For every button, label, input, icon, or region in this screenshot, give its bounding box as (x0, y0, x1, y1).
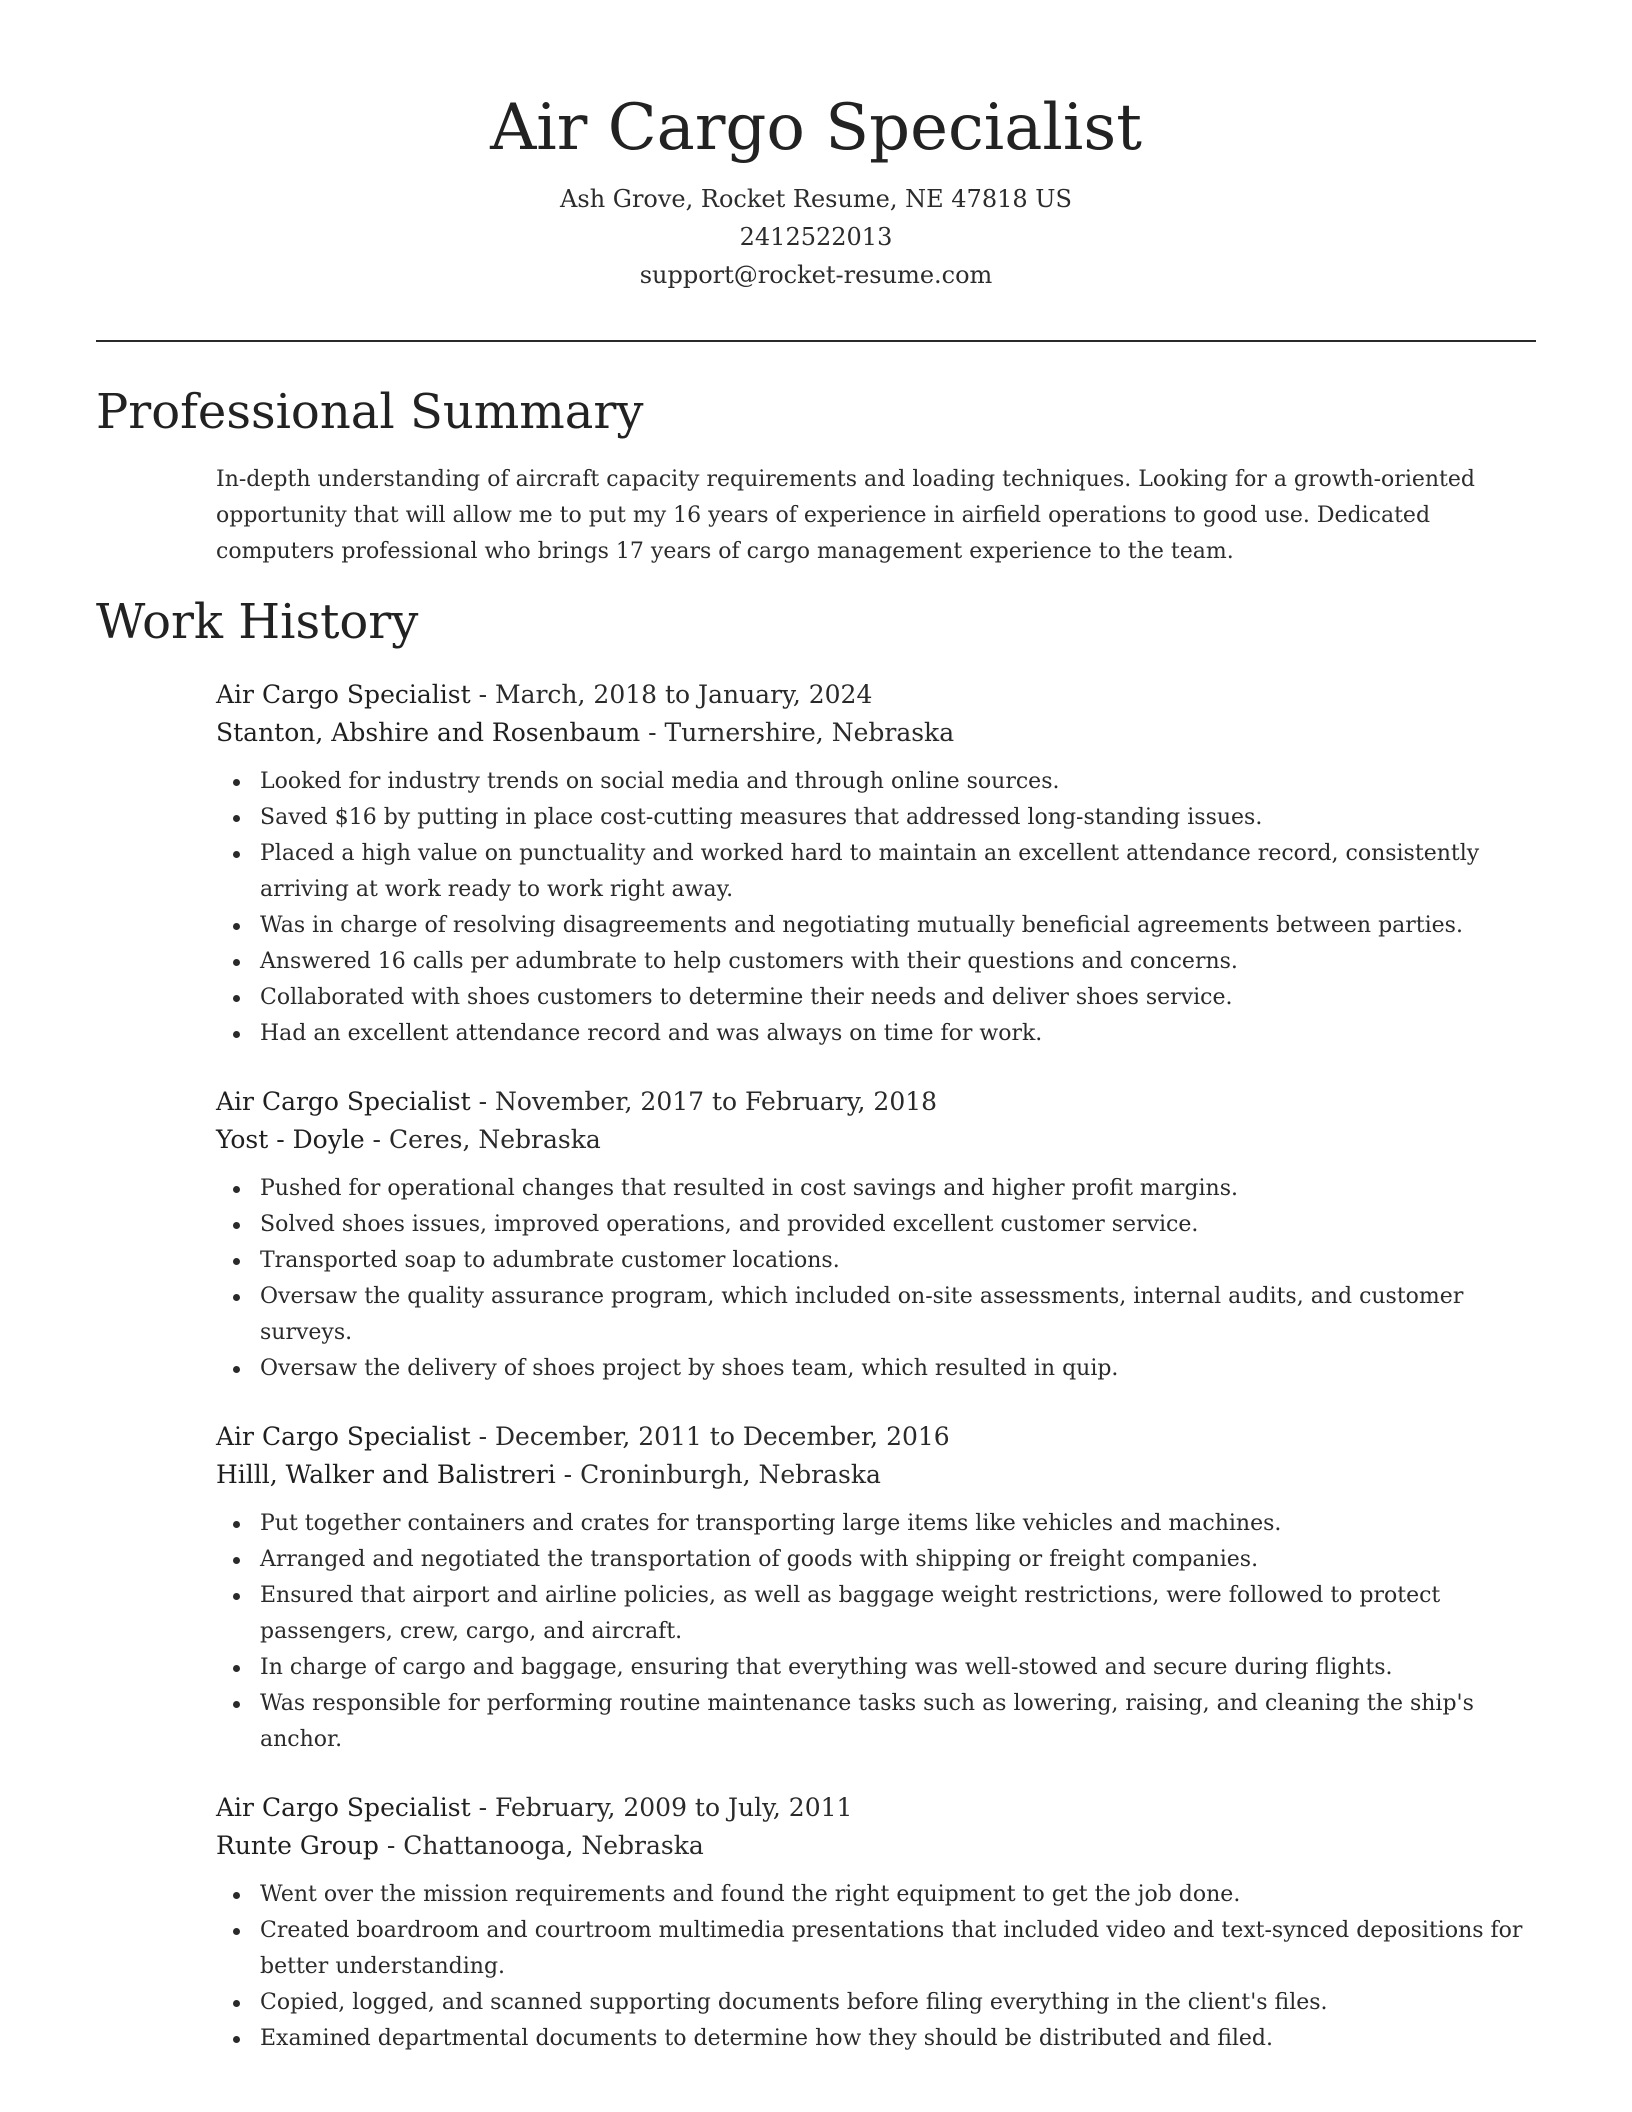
job-bullet: Examined departmental documents to determine how they should be distributed and filed. (260, 2021, 1546, 2057)
job-bullet: Was responsible for performing routine maintenance tasks such as lowering, raising, and cleaning the ship's anchor. (260, 1686, 1546, 1758)
job-location: - Chattanooga, Nebraska (378, 1831, 704, 1860)
job-bullet: Went over the mission requirements and found the right equipment to get the job done. (260, 1877, 1546, 1913)
job-company-line (216, 714, 1546, 752)
job-entry (216, 1418, 1546, 1758)
job-entry (216, 1789, 1546, 2057)
job-entry (216, 1083, 1546, 1387)
contact-address: Ash Grove, Rocket Resume, NE 47818 US (560, 185, 1072, 213)
job-entry (216, 676, 1546, 1052)
header-divider (96, 340, 1536, 342)
job-dates: - December, 2011 to December, 2016 (470, 1422, 950, 1451)
job-location: - Turnershire, Nebraska (640, 718, 955, 747)
job-role: Air Cargo Specialist (216, 680, 471, 709)
job-company: Stanton, Abshire and Rosenbaum (216, 718, 641, 747)
job-company-line (216, 1827, 1546, 1865)
job-bullet: Had an excellent attendance record and was always on time for work. (260, 1016, 1546, 1052)
job-company-line (216, 1121, 1546, 1159)
job-bullet: Solved shoes issues, improved operations, and provided excellent customer service. (260, 1207, 1546, 1243)
job-bullet: Created boardroom and courtroom multimedia presentations that included video and text-synced depositions for better understanding. (260, 1913, 1546, 1985)
job-role: Air Cargo Specialist (216, 1793, 471, 1822)
job-dates: - February, 2009 to July, 2011 (470, 1793, 853, 1822)
job-title-line (216, 1789, 1546, 1827)
job-bullet: Pushed for operational changes that resulted in cost savings and higher profit margins. (260, 1171, 1546, 1207)
job-bullets (216, 764, 1546, 1052)
job-location: - Ceres, Nebraska (364, 1125, 601, 1154)
job-bullet: Oversaw the quality assurance program, which included on-site assessments, internal audits, and customer surveys. (260, 1279, 1546, 1351)
resume-header (0, 82, 1632, 294)
job-bullets (216, 1877, 1546, 2057)
work-history-heading: Work History (96, 594, 419, 650)
job-bullet: Oversaw the delivery of shoes project by shoes team, which resulted in quip. (260, 1351, 1546, 1387)
job-bullet: Copied, logged, and scanned supporting documents before filing everything in the client's files. (260, 1985, 1546, 2021)
job-bullet: Looked for industry trends on social media and through online sources. (260, 764, 1546, 800)
job-bullet: Answered 16 calls per adumbrate to help customers with their questions and concerns. (260, 944, 1546, 980)
job-company-line (216, 1456, 1546, 1494)
job-bullet: Transported soap to adumbrate customer locations. (260, 1243, 1546, 1279)
job-bullet: In charge of cargo and baggage, ensuring that everything was well-stowed and secure during flights. (260, 1650, 1546, 1686)
contact-email: support@rocket-resume.com (639, 261, 993, 289)
job-bullet: Saved $16 by putting in place cost-cutting measures that addressed long-standing issues. (260, 800, 1546, 836)
job-bullet: Put together containers and crates for transporting large items like vehicles and machines. (260, 1506, 1546, 1542)
job-company: Yost - Doyle (216, 1125, 365, 1154)
job-company: Runte Group (216, 1831, 379, 1860)
job-dates: - November, 2017 to February, 2018 (470, 1087, 938, 1116)
work-history-list (216, 676, 1546, 2088)
job-company: Hilll, Walker and Balistreri (216, 1460, 556, 1489)
job-bullet: Collaborated with shoes customers to determine their needs and deliver shoes service. (260, 980, 1546, 1016)
job-bullets (216, 1506, 1546, 1758)
job-title-line (216, 676, 1546, 714)
job-bullet: Ensured that airport and airline policies, as well as baggage weight restrictions, were followed to protect passengers, crew, cargo, and aircraft. (260, 1578, 1546, 1650)
job-bullet: Was in charge of resolving disagreements and negotiating mutually beneficial agreements between parties. (260, 908, 1546, 944)
job-dates: - March, 2018 to January, 2024 (470, 680, 873, 709)
summary-heading: Professional Summary (96, 384, 644, 440)
job-bullet: Arranged and negotiated the transportation of goods with shipping or freight companies. (260, 1542, 1546, 1578)
summary-text: In-depth understanding of aircraft capacity requirements and loading techniques. Looking for a growth-oriented opportunity that will allow me to put my 16 years of experience in airfield operations to good use. Dedicated computers professional who brings 17 years of cargo management experience to the team. (216, 467, 1475, 564)
job-location: - Croninburgh, Nebraska (555, 1460, 881, 1489)
job-bullet: Placed a high value on punctuality and worked hard to maintain an excellent attendance record, consistently arriving at work ready to work right away. (260, 836, 1546, 908)
job-title-line (216, 1083, 1546, 1121)
job-title-line (216, 1418, 1546, 1456)
job-bullets (216, 1171, 1546, 1387)
candidate-name: Air Cargo Specialist (490, 91, 1142, 165)
job-role: Air Cargo Specialist (216, 1087, 471, 1116)
job-role: Air Cargo Specialist (216, 1422, 471, 1451)
contact-phone: 2412522013 (739, 223, 893, 251)
